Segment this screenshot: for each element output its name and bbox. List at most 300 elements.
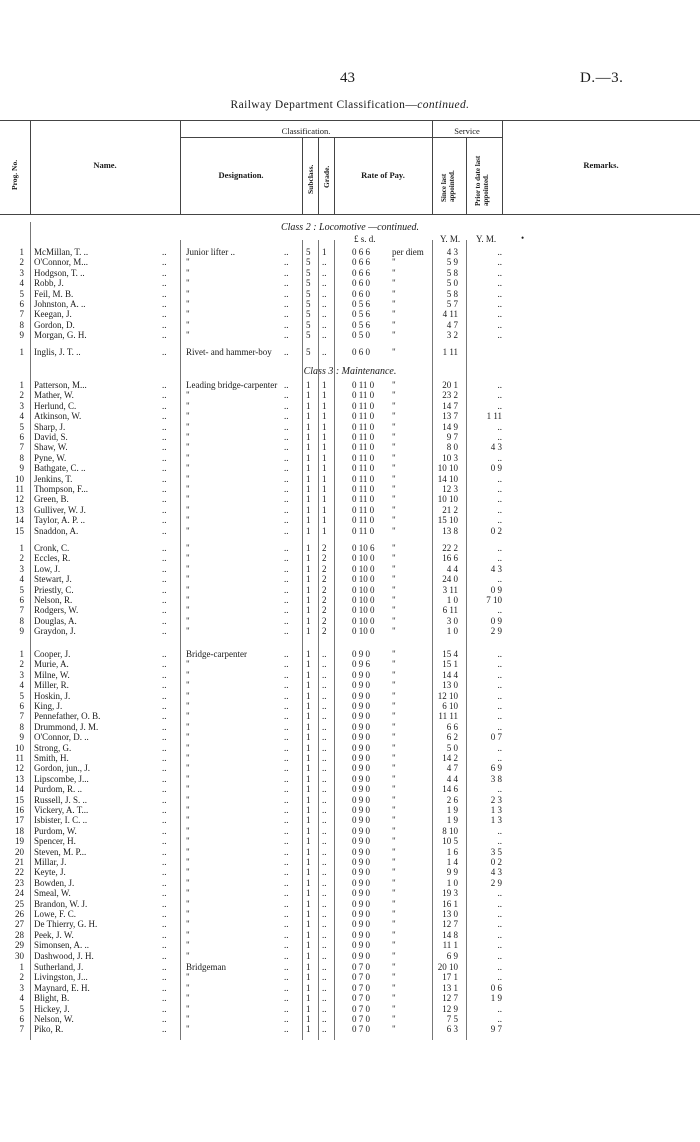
- pay-period-cell: ": [392, 898, 396, 909]
- name-cell: Isbister, I. C. ..: [34, 815, 88, 826]
- name-cell: O'Connor, D. ..: [34, 732, 89, 743]
- rate-of-pay-cell: 0 5 6: [352, 299, 370, 309]
- since-last-cell: 21 2: [442, 504, 458, 515]
- table-row: [0, 888, 700, 898]
- pay-period-cell: ": [392, 319, 396, 330]
- subclass-cell: 1: [306, 649, 311, 659]
- designation-cell: ": [186, 504, 190, 515]
- since-last-cell: 6 3: [446, 1024, 458, 1035]
- table-row: [0, 649, 700, 659]
- name-cell: Cronk, C.: [34, 543, 70, 553]
- rate-of-pay-cell: 0 10 0: [352, 626, 375, 637]
- designation-cell: Bridge-carpenter: [186, 649, 247, 659]
- subclass-cell: 5: [306, 319, 311, 330]
- subclass-cell: 1: [306, 805, 311, 815]
- pay-period-cell: ": [392, 919, 396, 930]
- name-cell: Johnston, A. ..: [34, 299, 86, 309]
- subclass-cell: 1: [306, 605, 311, 616]
- prog-no-cell: 21: [15, 857, 24, 867]
- rate-of-pay-cell: 0 11 0: [352, 432, 375, 442]
- table-row: [0, 268, 700, 278]
- prog-no-cell: 6: [19, 701, 24, 711]
- prior-to-date-cell: ..: [497, 390, 502, 401]
- pay-period-cell: ": [392, 1024, 396, 1035]
- pay-period-cell: ": [392, 330, 396, 341]
- leader-dots: ..: [284, 595, 289, 605]
- prior-to-date-cell: ..: [497, 515, 502, 526]
- prior-to-date-cell: ..: [497, 330, 502, 341]
- subclass-cell: 1: [306, 763, 311, 774]
- leader-dots: ..: [284, 877, 289, 888]
- designation-cell: ": [186, 805, 190, 815]
- designation-cell: ": [186, 299, 190, 309]
- prior-to-date-cell: 0 6: [490, 982, 502, 993]
- prior-to-date-cell: ..: [497, 1014, 502, 1024]
- pay-period-cell: ": [392, 442, 396, 453]
- leader-dots: ..: [162, 701, 167, 711]
- grade-cell: ..: [322, 972, 327, 983]
- leader-dots: ..: [162, 962, 167, 972]
- table-row: [0, 805, 700, 815]
- name-cell: Keegan, J.: [34, 309, 72, 320]
- grade-cell: ..: [322, 347, 327, 357]
- rate-of-pay-cell: 0 9 0: [352, 690, 370, 701]
- name-cell: Hickey, J.: [34, 1003, 70, 1014]
- designation-cell: ": [186, 867, 190, 878]
- subclass-cell: 5: [306, 309, 311, 320]
- leader-dots: ..: [162, 649, 167, 659]
- name-cell: Milne, W.: [34, 669, 70, 680]
- pay-period-cell: ": [392, 1003, 396, 1014]
- name-cell: Strong, G.: [34, 742, 72, 753]
- name-cell: Rodgers, W.: [34, 605, 79, 616]
- table-row: [0, 962, 700, 972]
- prior-to-date-cell: ..: [497, 929, 502, 940]
- leader-dots: ..: [162, 690, 167, 701]
- leader-dots: ..: [284, 626, 289, 637]
- leader-dots: ..: [284, 940, 289, 951]
- rate-of-pay-cell: 0 11 0: [352, 390, 375, 401]
- rate-of-pay-cell: 0 9 0: [352, 825, 370, 836]
- prog-no-cell: 5: [19, 584, 24, 595]
- pay-period-cell: ": [392, 504, 396, 515]
- leader-dots: ..: [162, 411, 167, 422]
- subclass-cell: 5: [306, 278, 311, 289]
- rate-of-pay-cell: 0 10 0: [352, 615, 375, 626]
- designation-cell: ": [186, 390, 190, 401]
- prog-no-cell: 5: [19, 1003, 24, 1014]
- prior-to-date-cell: ..: [497, 836, 502, 847]
- table-row: [0, 951, 700, 961]
- header-subclass: Subclass.: [306, 164, 315, 194]
- designation-cell: ": [186, 711, 190, 722]
- rate-of-pay-cell: 0 6 6: [352, 267, 370, 278]
- name-cell: Vickery, A. T...: [34, 805, 89, 815]
- classification-rule: [180, 137, 432, 138]
- subclass-cell: 1: [306, 701, 311, 711]
- table-row: [0, 247, 700, 257]
- subclass-cell: 1: [306, 690, 311, 701]
- since-last-cell: 13 1: [442, 982, 458, 993]
- subclass-cell: 1: [306, 721, 311, 732]
- designation-cell: ": [186, 950, 190, 961]
- leader-dots: ..: [162, 972, 167, 983]
- grade-cell: 2: [322, 584, 327, 595]
- header-since-last: Since last appointed.: [440, 170, 456, 202]
- rate-of-pay-cell: 0 9 0: [352, 836, 370, 847]
- name-cell: Lowe, F. C.: [34, 909, 77, 919]
- rate-of-pay-cell: 0 9 0: [352, 763, 370, 774]
- leader-dots: ..: [162, 753, 167, 763]
- pay-period-cell: ": [392, 763, 396, 774]
- leader-dots: ..: [162, 825, 167, 836]
- leader-dots: ..: [162, 898, 167, 909]
- designation-cell: ": [186, 584, 190, 595]
- grade-cell: 1: [322, 400, 327, 411]
- prior-to-date-cell: ..: [497, 299, 502, 309]
- leader-dots: ..: [284, 690, 289, 701]
- designation-cell: ": [186, 1014, 190, 1024]
- leader-dots: ..: [284, 659, 289, 670]
- leader-dots: ..: [162, 888, 167, 899]
- since-last-cell: 24 0: [442, 574, 458, 585]
- since-last-cell: 4 4: [446, 563, 458, 574]
- table-row: [0, 659, 700, 669]
- since-last-cell: 8 0: [446, 442, 458, 453]
- pay-period-cell: ": [392, 877, 396, 888]
- prog-no-cell: 3: [19, 267, 24, 278]
- designation-cell: ": [186, 857, 190, 867]
- prog-no-cell: 1: [19, 380, 24, 390]
- designation-cell: Bridgeman: [186, 962, 226, 972]
- prog-no-cell: 8: [19, 721, 24, 732]
- table-row: [0, 543, 700, 553]
- service-rule: [432, 137, 502, 138]
- table-row: [0, 972, 700, 982]
- pay-period-cell: ": [392, 543, 396, 553]
- since-last-cell: 15 1: [442, 659, 458, 670]
- name-cell: Cooper, J.: [34, 649, 71, 659]
- prog-no-cell: 6: [19, 432, 24, 442]
- prior-to-date-cell: ..: [497, 267, 502, 278]
- leader-dots: ..: [162, 909, 167, 919]
- rate-of-pay-cell: 0 11 0: [352, 504, 375, 515]
- table-row: [0, 278, 700, 288]
- prior-to-date-cell: ..: [497, 288, 502, 299]
- since-last-cell: 20 10: [437, 962, 458, 972]
- since-last-cell: 12 3: [442, 484, 458, 494]
- grade-cell: ..: [322, 1003, 327, 1014]
- prog-no-cell: 9: [19, 626, 24, 637]
- pay-period-cell: ": [392, 972, 396, 983]
- subclass-cell: 1: [306, 836, 311, 847]
- table-row: [0, 505, 700, 515]
- prog-no-cell: 5: [19, 288, 24, 299]
- table-row: [0, 484, 700, 494]
- prior-to-date-cell: ..: [497, 380, 502, 390]
- prior-to-date-cell: ..: [497, 309, 502, 320]
- designation-cell: ": [186, 278, 190, 289]
- prior-to-date-cell: 1 11: [486, 411, 502, 422]
- leader-dots: ..: [162, 836, 167, 847]
- name-cell: Dashwood, J. H.: [34, 950, 94, 961]
- subclass-cell: 1: [306, 815, 311, 826]
- pay-period-cell: ": [392, 605, 396, 616]
- grade-cell: ..: [322, 659, 327, 670]
- prior-to-date-cell: 0 9: [490, 615, 502, 626]
- leader-dots: ..: [284, 846, 289, 857]
- prior-to-date-cell: ..: [497, 721, 502, 732]
- body-column-rule: [334, 240, 335, 1040]
- grade-cell: ..: [322, 846, 327, 857]
- designation-cell: ": [186, 742, 190, 753]
- prog-no-cell: 9: [19, 330, 24, 341]
- leader-dots: ..: [162, 982, 167, 993]
- since-last-cell: 4 11: [442, 309, 458, 320]
- prior-to-date-cell: ..: [497, 257, 502, 268]
- since-last-cell: 10 10: [437, 494, 458, 505]
- subclass-cell: 1: [306, 919, 311, 930]
- designation-cell: ": [186, 463, 190, 474]
- pay-period-cell: ": [392, 626, 396, 637]
- rate-of-pay-cell: 0 9 0: [352, 805, 370, 815]
- prior-to-date-cell: ..: [497, 484, 502, 494]
- prior-to-date-cell: ..: [497, 825, 502, 836]
- since-last-cell: 3 0: [446, 615, 458, 626]
- grade-cell: 1: [322, 247, 327, 257]
- prior-to-date-cell: 3 5: [490, 846, 502, 857]
- subclass-cell: 1: [306, 563, 311, 574]
- designation-cell: ": [186, 753, 190, 763]
- name-cell: Snaddon, A.: [34, 525, 79, 536]
- leader-dots: ..: [162, 473, 167, 484]
- name-cell: Peek, J. W.: [34, 929, 74, 940]
- header-grade: Grade.: [322, 165, 331, 188]
- subclass-cell: 1: [306, 463, 311, 474]
- col-rule-since: [466, 137, 467, 214]
- since-last-cell: 14 7: [442, 400, 458, 411]
- prog-no-cell: 8: [19, 615, 24, 626]
- subclass-cell: 1: [306, 993, 311, 1004]
- leader-dots: ..: [162, 784, 167, 795]
- pay-period-cell: ": [392, 993, 396, 1004]
- prog-no-cell: 1: [19, 247, 24, 257]
- subclass-cell: 1: [306, 877, 311, 888]
- subclass-cell: 1: [306, 390, 311, 401]
- prior-to-date-cell: ..: [497, 421, 502, 432]
- leader-dots: ..: [284, 649, 289, 659]
- since-last-cell: 1 4: [446, 857, 458, 867]
- header-bottom-rule: [0, 214, 700, 215]
- prog-no-cell: 30: [15, 950, 24, 961]
- name-cell: Patterson, M...: [34, 380, 87, 390]
- leader-dots: ..: [162, 615, 167, 626]
- designation-cell: ": [186, 898, 190, 909]
- name-cell: Smeal, W.: [34, 888, 71, 899]
- pay-period-cell: ": [392, 888, 396, 899]
- table-row: [0, 899, 700, 909]
- prior-to-date-cell: 4 3: [490, 867, 502, 878]
- leader-dots: ..: [284, 711, 289, 722]
- table-row: [0, 422, 700, 432]
- subclass-cell: 1: [306, 504, 311, 515]
- name-cell: Bathgate, C. ..: [34, 463, 86, 474]
- grade-cell: ..: [322, 962, 327, 972]
- since-last-cell: 5 8: [446, 288, 458, 299]
- leader-dots: ..: [284, 473, 289, 484]
- grade-cell: 1: [322, 442, 327, 453]
- table-row: [0, 463, 700, 473]
- designation-cell: ": [186, 929, 190, 940]
- designation-cell: ": [186, 690, 190, 701]
- subclass-cell: 5: [306, 257, 311, 268]
- since-last-cell: 6 6: [446, 721, 458, 732]
- table-row: [0, 670, 700, 680]
- grade-cell: ..: [322, 721, 327, 732]
- designation-cell: ": [186, 919, 190, 930]
- subclass-cell: 1: [306, 962, 311, 972]
- subclass-cell: 1: [306, 982, 311, 993]
- table-row: [0, 616, 700, 626]
- since-units: Y. M.: [440, 234, 461, 244]
- prior-to-date-cell: ..: [497, 742, 502, 753]
- name-cell: Nelson, W.: [34, 1014, 74, 1024]
- since-last-cell: 15 4: [442, 649, 458, 659]
- table-row: [0, 1014, 700, 1024]
- designation-cell: ": [186, 484, 190, 494]
- grade-cell: 2: [322, 605, 327, 616]
- prog-no-cell: 4: [19, 411, 24, 422]
- prog-no-cell: 9: [19, 463, 24, 474]
- grade-cell: ..: [322, 1024, 327, 1035]
- leader-dots: ..: [284, 972, 289, 983]
- prior-to-date-cell: 1 9: [490, 993, 502, 1004]
- leader-dots: ..: [284, 680, 289, 691]
- pay-period-cell: ": [392, 836, 396, 847]
- since-last-cell: 7 5: [446, 1014, 458, 1024]
- since-last-cell: 1 11: [442, 347, 458, 357]
- page-reference: D.—3.: [580, 70, 624, 86]
- rate-of-pay-cell: 0 6 0: [352, 347, 370, 357]
- leader-dots: ..: [284, 330, 289, 341]
- pay-period-cell: ": [392, 784, 396, 795]
- name-cell: Feil, M. B.: [34, 288, 74, 299]
- designation-cell: ": [186, 400, 190, 411]
- subclass-cell: 1: [306, 888, 311, 899]
- designation-cell: ": [186, 680, 190, 691]
- since-last-cell: 19 3: [442, 888, 458, 899]
- leader-dots: ..: [284, 452, 289, 463]
- prog-no-cell: 20: [15, 846, 24, 857]
- name-cell: Nelson, R.: [34, 595, 73, 605]
- rate-of-pay-cell: 0 9 0: [352, 701, 370, 711]
- subclass-cell: 1: [306, 972, 311, 983]
- prog-no-cell: 3: [19, 982, 24, 993]
- since-last-cell: 6 9: [446, 950, 458, 961]
- designation-cell: ": [186, 626, 190, 637]
- subclass-cell: 1: [306, 1024, 311, 1035]
- grade-cell: 2: [322, 626, 327, 637]
- pay-period-cell: ": [392, 929, 396, 940]
- table-row: [0, 401, 700, 411]
- leader-dots: ..: [162, 940, 167, 951]
- rate-of-pay-cell: 0 9 0: [352, 669, 370, 680]
- leader-dots: ..: [284, 432, 289, 442]
- grade-cell: 1: [322, 504, 327, 515]
- rate-of-pay-cell: 0 9 0: [352, 929, 370, 940]
- prog-no-cell: 3: [19, 563, 24, 574]
- subclass-cell: 1: [306, 794, 311, 805]
- prog-no-cell: 8: [19, 319, 24, 330]
- table-row: [0, 432, 700, 442]
- leader-dots: ..: [162, 442, 167, 453]
- prior-to-date-cell: ..: [497, 701, 502, 711]
- subclass-cell: 1: [306, 494, 311, 505]
- prior-to-date-cell: ..: [497, 950, 502, 961]
- name-cell: Piko, R.: [34, 1024, 64, 1035]
- name-cell: Taylor, A. P. ..: [34, 515, 86, 526]
- pay-period-cell: ": [392, 494, 396, 505]
- pay-period-cell: ": [392, 615, 396, 626]
- since-last-cell: 17 1: [442, 972, 458, 983]
- leader-dots: ..: [284, 857, 289, 867]
- leader-dots: ..: [162, 309, 167, 320]
- name-cell: O'Connor, M...: [34, 257, 89, 268]
- prior-to-date-cell: ..: [497, 649, 502, 659]
- prog-no-cell: 22: [15, 867, 24, 878]
- designation-cell: ": [186, 288, 190, 299]
- leader-dots: ..: [162, 504, 167, 515]
- prog-no-cell: 13: [15, 504, 24, 515]
- leader-dots: ..: [284, 319, 289, 330]
- rate-of-pay-cell: 0 9 0: [352, 732, 370, 743]
- pay-period-cell: ": [392, 794, 396, 805]
- subclass-cell: 5: [306, 347, 311, 357]
- prog-no-cell: 3: [19, 400, 24, 411]
- pay-period-cell: ": [392, 649, 396, 659]
- leader-dots: ..: [284, 400, 289, 411]
- subclass-cell: 1: [306, 846, 311, 857]
- leader-dots: ..: [284, 888, 289, 899]
- leader-dots: ..: [162, 1014, 167, 1024]
- grade-cell: 1: [322, 432, 327, 442]
- pay-period-cell: ": [392, 390, 396, 401]
- table-row: [0, 784, 700, 794]
- prog-no-cell: 5: [19, 421, 24, 432]
- designation-cell: ": [186, 909, 190, 919]
- prog-no-cell: 10: [15, 473, 24, 484]
- prog-no-cell: 6: [19, 595, 24, 605]
- designation-cell: ": [186, 553, 190, 564]
- leader-dots: ..: [284, 553, 289, 564]
- grade-cell: ..: [322, 888, 327, 899]
- leader-dots: ..: [284, 1024, 289, 1035]
- grade-cell: 1: [322, 452, 327, 463]
- rate-of-pay-cell: 0 7 0: [352, 993, 370, 1004]
- pay-period-cell: ": [392, 380, 396, 390]
- subclass-cell: 1: [306, 574, 311, 585]
- designation-cell: ": [186, 267, 190, 278]
- table-row: [0, 815, 700, 825]
- leader-dots: ..: [284, 584, 289, 595]
- since-last-cell: 16 6: [442, 553, 458, 564]
- name-cell: Lipscombe, J...: [34, 773, 89, 784]
- subclass-cell: 1: [306, 929, 311, 940]
- since-last-cell: 3 11: [442, 584, 458, 595]
- grade-cell: ..: [322, 257, 327, 268]
- name-cell: Morgan, G. H.: [34, 330, 87, 341]
- since-last-cell: 4 7: [446, 319, 458, 330]
